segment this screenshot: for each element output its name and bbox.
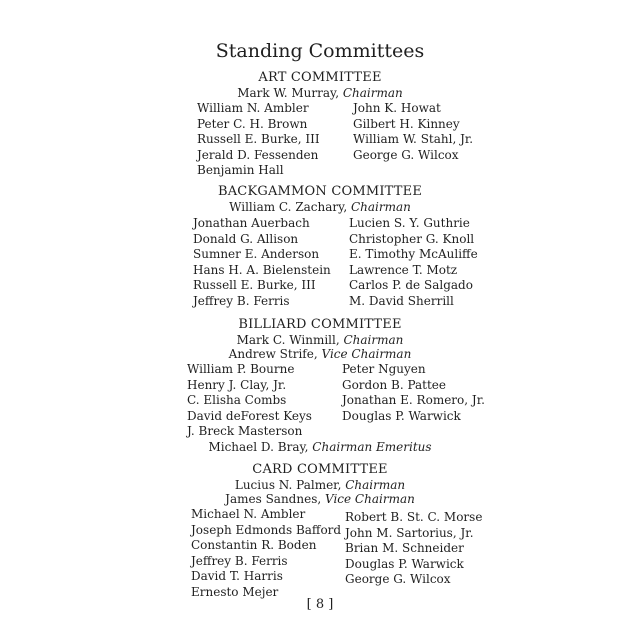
card-committee-heading: CARD COMMITTEE (252, 462, 388, 477)
billiard-members-left (187, 362, 312, 440)
member-name: Russell E. Burke, III (193, 278, 316, 292)
member-name: John K. Howat (353, 101, 441, 115)
member-name: Benjamin Hall (197, 163, 284, 177)
member-name: Jonathan E. Romero, Jr. (342, 393, 485, 407)
member-name: Sumner E. Anderson (193, 247, 320, 261)
card-chairman: Lucius N. Palmer, Chairman (234, 478, 406, 492)
member-name: David T. Harris (191, 569, 283, 583)
member-name: C. Elisha Combs (187, 393, 287, 407)
card-vice-chairman: James Sandnes, Vice Chairman (225, 492, 415, 506)
member-name: Lucien S. Y. Guthrie (349, 216, 470, 230)
backgammon-members-left (193, 216, 331, 309)
backgammon-members-right (349, 216, 478, 309)
member-name: J. Breck Masterson (187, 424, 303, 438)
backgammon-chairman: William C. Zachary, Chairman (229, 200, 411, 214)
card-members-right (345, 510, 482, 588)
backgammon-committee-heading: BACKGAMMON COMMITTEE (217, 184, 423, 199)
page-number: [ 8 ] (306, 597, 334, 612)
member-name: Jerald D. Fessenden (197, 147, 319, 162)
member-name: Brian M. Schneider (345, 541, 464, 555)
member-name: William N. Ambler (197, 101, 309, 115)
member-name: M. David Sherrill (349, 293, 454, 308)
member-name: John M. Sartorius, Jr. (345, 525, 474, 540)
member-name: Henry J. Clay, Jr. (187, 377, 287, 392)
member-name: Peter C. H. Brown (197, 116, 308, 131)
member-name: David deForest Keys (187, 408, 312, 423)
member-name: Jonathan Auerbach (193, 216, 310, 230)
member-name: Carlos P. de Salgado (349, 278, 473, 292)
member-name: E. Timothy McAuliffe (349, 247, 478, 261)
member-name: Joseph Edmonds Bafford (191, 522, 342, 537)
member-name: Robert B. St. C. Morse (345, 510, 483, 524)
art-chairman: Mark W. Murray, Chairman (237, 86, 403, 100)
billiard-vice-chairman: Andrew Strife, Vice Chairman (228, 347, 412, 361)
art-committee-heading: ART COMMITTEE (258, 70, 382, 85)
card-members-left (191, 507, 341, 600)
member-name: Jeffrey B. Ferris (191, 553, 288, 568)
art-members-right (353, 101, 473, 163)
member-name: Ernesto Mejer (191, 584, 279, 599)
art-members-left (197, 101, 320, 179)
billiard-chairman-emeritus: Michael D. Bray, Chairman Emeritus (208, 440, 432, 454)
member-name: George G. Wilcox (353, 147, 459, 162)
member-name: Douglas P. Warwick (342, 408, 461, 423)
member-name: Constantin R. Boden (191, 538, 317, 552)
member-name: Peter Nguyen (342, 362, 426, 376)
billiard-committee-heading: BILLIARD COMMITTEE (238, 317, 402, 332)
member-name: William W. Stahl, Jr. (353, 132, 474, 146)
member-name: Gilbert H. Kinney (353, 116, 460, 131)
billiard-members-right (342, 362, 485, 424)
member-name: Michael N. Ambler (191, 507, 306, 521)
member-name: Lawrence T. Motz (349, 262, 458, 277)
member-name: Douglas P. Warwick (345, 556, 464, 571)
billiard-chairman: Mark C. Winmill, Chairman (236, 333, 404, 347)
member-name: Jeffrey B. Ferris (193, 293, 290, 308)
member-name: Gordon B. Pattee (342, 377, 446, 392)
member-name: George G. Wilcox (345, 572, 451, 586)
member-name: Hans H. A. Bielenstein (193, 262, 331, 277)
page-title: Standing Committees (215, 40, 425, 62)
member-name: Russell E. Burke, III (197, 132, 320, 146)
member-name: Donald G. Allison (193, 231, 299, 246)
member-name: Christopher G. Knoll (349, 231, 475, 246)
member-name: William P. Bourne (187, 362, 295, 376)
